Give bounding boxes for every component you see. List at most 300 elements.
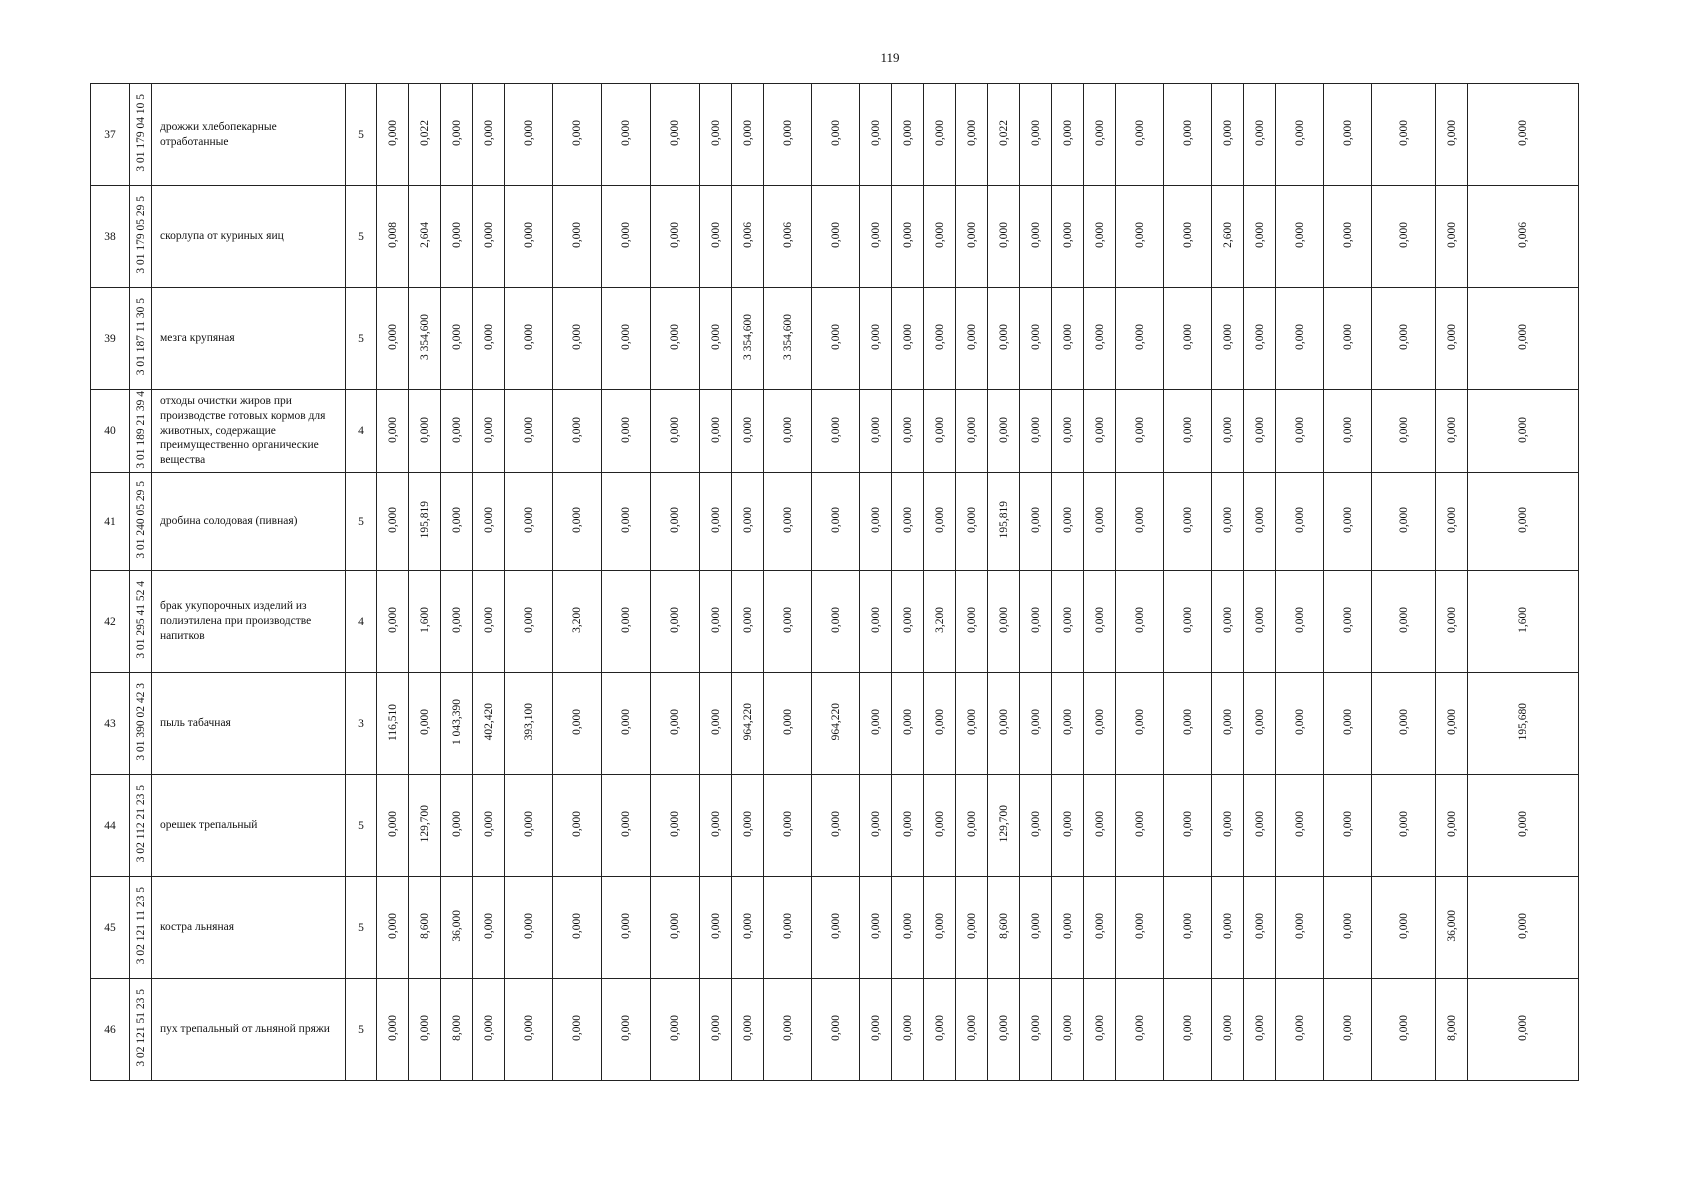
value-cell [377, 288, 409, 390]
value-text: 0,000 [1181, 709, 1194, 735]
value-text: 0,000 [829, 120, 842, 146]
value-cell [1084, 673, 1116, 775]
value-text: 0,000 [620, 324, 632, 350]
value-cell [651, 473, 700, 571]
value-text: 0,000 [482, 416, 495, 443]
waste-code-cell [130, 288, 152, 390]
value-text: 0,000 [1221, 913, 1234, 939]
value-text: 0,000 [386, 607, 399, 633]
value-text: 36,000 [450, 910, 463, 942]
value-text: 0,000 [620, 222, 632, 248]
value-cell [700, 186, 732, 288]
table-row [91, 84, 1579, 186]
value-text: 0,000 [450, 507, 463, 533]
value-cell [700, 673, 732, 775]
value-text: 0,000 [869, 416, 882, 443]
value-cell [553, 979, 602, 1081]
value-cell [1116, 775, 1164, 877]
value-cell [1020, 673, 1052, 775]
value-text: 393,100 [522, 703, 535, 741]
value-cell [473, 186, 505, 288]
value-text: 0,000 [1293, 709, 1306, 735]
value-cell [505, 979, 553, 1081]
value-text: 0,000 [1293, 1015, 1306, 1041]
value-text: 0,000 [933, 913, 946, 939]
value-text: 0,000 [1029, 913, 1042, 939]
value-cell [1052, 473, 1084, 571]
value-cell [409, 288, 441, 390]
value-cell [651, 877, 700, 979]
value-text: 0,000 [1293, 324, 1306, 350]
value-cell [956, 84, 988, 186]
value-cell [892, 673, 924, 775]
value-cell [473, 571, 505, 673]
value-cell [1212, 877, 1244, 979]
value-text: 0,000 [1181, 607, 1194, 633]
value-cell [473, 673, 505, 775]
value-text: 3 354,600 [741, 314, 754, 360]
value-cell [441, 571, 473, 673]
waste-code-cell [130, 571, 152, 673]
value-cell [505, 571, 553, 673]
value-cell [1324, 673, 1372, 775]
value-cell [1324, 473, 1372, 571]
value-text: 0,000 [1341, 607, 1354, 633]
row-number: 46 [91, 979, 130, 1081]
value-text: 0,000 [965, 507, 978, 533]
value-cell [924, 775, 956, 877]
value-text: 0,000 [781, 416, 794, 443]
value-cell [812, 84, 860, 186]
value-text: 0,000 [450, 811, 463, 837]
value-text: 0,000 [901, 120, 914, 146]
value-cell [1116, 84, 1164, 186]
value-cell [602, 673, 651, 775]
value-cell [1468, 775, 1579, 877]
value-cell [1052, 84, 1084, 186]
value-text: 0,000 [1221, 1015, 1234, 1041]
value-cell [505, 775, 553, 877]
value-cell [988, 288, 1020, 390]
value-text: 0,000 [709, 507, 722, 533]
value-text: 0,000 [997, 222, 1010, 248]
value-text: 0,000 [522, 811, 535, 837]
value-text: 2,604 [418, 222, 431, 248]
row-number: 40 [91, 390, 130, 473]
value-text: 0,000 [1253, 811, 1266, 837]
value-cell [377, 473, 409, 571]
value-cell [1372, 571, 1436, 673]
value-cell [924, 877, 956, 979]
value-cell [1372, 877, 1436, 979]
value-text: 0,000 [1221, 416, 1234, 443]
value-cell [441, 288, 473, 390]
value-cell [812, 473, 860, 571]
value-text: 0,000 [781, 607, 794, 633]
value-cell [1436, 473, 1468, 571]
value-text: 0,000 [709, 1015, 722, 1041]
value-cell [377, 186, 409, 288]
value-cell [956, 390, 988, 473]
value-text: 0,000 [901, 607, 914, 633]
value-text: 0,000 [1133, 913, 1146, 939]
value-text: 0,000 [901, 324, 914, 350]
value-text: 0,000 [1397, 507, 1410, 533]
value-cell [764, 673, 812, 775]
value-text: 0,000 [1061, 324, 1074, 350]
value-text: 0,000 [450, 324, 463, 350]
value-text: 0,000 [781, 1015, 794, 1041]
value-cell [441, 473, 473, 571]
value-cell [602, 979, 651, 1081]
value-cell [473, 390, 505, 473]
hazard-class: 5 [346, 775, 377, 877]
value-text: 0,000 [1253, 324, 1266, 350]
value-text: 0,000 [669, 709, 681, 735]
value-cell [377, 979, 409, 1081]
value-cell [812, 775, 860, 877]
value-cell [651, 288, 700, 390]
value-text: 0,000 [620, 709, 632, 735]
value-cell [764, 571, 812, 673]
value-text: 0,000 [829, 1015, 842, 1041]
value-text: 0,000 [1445, 811, 1458, 837]
value-cell [553, 473, 602, 571]
value-cell [1276, 288, 1324, 390]
value-text: 0,000 [418, 709, 431, 735]
value-cell [1324, 84, 1372, 186]
value-cell [1276, 390, 1324, 473]
value-text: 0,000 [571, 120, 583, 146]
waste-code-cell [130, 877, 152, 979]
value-text: 0,000 [482, 120, 495, 146]
value-cell [1436, 288, 1468, 390]
value-text: 0,000 [1341, 324, 1354, 350]
value-text: 0,000 [1341, 507, 1354, 533]
waste-code-cell [130, 473, 152, 571]
value-text: 0,000 [1133, 607, 1146, 633]
value-text: 0,000 [1061, 222, 1074, 248]
value-text: 0,000 [620, 811, 632, 837]
waste-code: 3 01 179 05 29 5 [134, 196, 147, 274]
table-row [91, 673, 1579, 775]
value-text: 0,000 [571, 1015, 583, 1041]
value-text: 0,000 [522, 222, 535, 248]
value-text: 0,000 [1133, 811, 1146, 837]
value-text: 8,000 [1445, 1015, 1458, 1041]
value-text: 0,000 [669, 1015, 681, 1041]
value-text: 0,000 [1093, 222, 1106, 248]
value-text: 0,000 [1029, 607, 1042, 633]
value-cell [732, 390, 764, 473]
value-text: 0,000 [1093, 811, 1106, 837]
value-text: 0,000 [1293, 507, 1306, 533]
value-cell [409, 673, 441, 775]
row-number: 42 [91, 571, 130, 673]
value-text: 36,000 [1445, 910, 1458, 942]
value-text: 0,000 [933, 811, 946, 837]
table-row [91, 288, 1579, 390]
value-text: 0,000 [522, 607, 535, 633]
value-cell [1324, 288, 1372, 390]
value-cell [924, 288, 956, 390]
value-cell [1212, 571, 1244, 673]
value-text: 0,000 [933, 222, 946, 248]
value-cell [860, 186, 892, 288]
value-text: 0,000 [1061, 1015, 1074, 1041]
value-cell [924, 473, 956, 571]
value-cell [473, 288, 505, 390]
value-cell [377, 84, 409, 186]
value-cell [602, 390, 651, 473]
value-cell [1020, 473, 1052, 571]
value-text: 0,000 [522, 416, 535, 443]
value-text: 0,000 [829, 811, 842, 837]
value-cell [1244, 979, 1276, 1081]
value-cell [651, 571, 700, 673]
waste-name: костра льняная [152, 877, 346, 979]
value-cell [764, 979, 812, 1081]
value-text: 0,000 [965, 120, 978, 146]
value-cell [1436, 673, 1468, 775]
value-cell [732, 84, 764, 186]
value-text: 129,700 [997, 805, 1010, 843]
value-cell [1052, 673, 1084, 775]
value-text: 0,000 [741, 1015, 754, 1041]
value-cell [505, 877, 553, 979]
value-text: 0,000 [482, 1015, 495, 1041]
value-text: 0,000 [620, 607, 632, 633]
value-cell [1276, 84, 1324, 186]
waste-code-cell [130, 84, 152, 186]
value-text: 0,000 [869, 222, 882, 248]
value-cell [1164, 877, 1212, 979]
value-cell [602, 877, 651, 979]
value-cell [377, 673, 409, 775]
value-cell [1276, 775, 1324, 877]
value-text: 3,200 [933, 607, 946, 633]
value-text: 0,000 [386, 324, 399, 350]
value-cell [505, 186, 553, 288]
value-cell [892, 390, 924, 473]
value-cell [1084, 775, 1116, 877]
value-cell [505, 473, 553, 571]
value-cell [651, 84, 700, 186]
value-text: 964,220 [741, 703, 754, 741]
value-text: 0,000 [1445, 416, 1458, 443]
value-cell [860, 571, 892, 673]
value-text: 0,000 [1221, 324, 1234, 350]
value-text: 0,000 [997, 416, 1010, 443]
value-text: 116,510 [386, 703, 399, 741]
value-text: 0,000 [1029, 709, 1042, 735]
value-cell [732, 877, 764, 979]
value-cell [764, 288, 812, 390]
value-cell [764, 877, 812, 979]
waste-table-body [91, 84, 1579, 1081]
value-text: 0,000 [1397, 222, 1410, 248]
value-text: 0,000 [669, 120, 681, 146]
value-text: 0,000 [1341, 709, 1354, 735]
value-cell [1052, 979, 1084, 1081]
value-text: 0,000 [1133, 222, 1146, 248]
value-cell [988, 84, 1020, 186]
value-cell [1276, 571, 1324, 673]
value-cell [764, 775, 812, 877]
value-text: 1 043,390 [450, 699, 463, 745]
hazard-class: 5 [346, 288, 377, 390]
value-text: 0,000 [1517, 507, 1529, 533]
value-text: 0,000 [386, 1015, 399, 1041]
value-cell [441, 775, 473, 877]
value-cell [377, 877, 409, 979]
table-row [91, 390, 1579, 473]
value-text: 1,600 [418, 607, 431, 633]
value-cell [1212, 979, 1244, 1081]
value-text: 0,000 [1181, 507, 1194, 533]
value-cell [1468, 673, 1579, 775]
value-cell [988, 775, 1020, 877]
value-text: 0,000 [1133, 324, 1146, 350]
value-text: 0,000 [571, 709, 583, 735]
value-cell [1020, 288, 1052, 390]
value-text: 0,000 [965, 1015, 978, 1041]
waste-name: пыль табачная [152, 673, 346, 775]
value-text: 0,000 [1029, 1015, 1042, 1041]
value-cell [1276, 673, 1324, 775]
value-cell [860, 979, 892, 1081]
value-text: 0,000 [450, 607, 463, 633]
value-cell [1020, 877, 1052, 979]
value-text: 0,000 [418, 1015, 431, 1041]
value-text: 0,000 [1093, 607, 1106, 633]
value-text: 0,000 [620, 507, 632, 533]
value-cell [553, 288, 602, 390]
value-text: 0,000 [933, 416, 946, 443]
value-cell [505, 288, 553, 390]
row-number: 43 [91, 673, 130, 775]
value-text: 0,000 [781, 811, 794, 837]
value-text: 0,000 [709, 324, 722, 350]
value-cell [764, 390, 812, 473]
value-text: 0,000 [1029, 324, 1042, 350]
value-text: 0,000 [620, 416, 632, 443]
value-text: 0,000 [709, 222, 722, 248]
value-cell [956, 186, 988, 288]
value-text: 0,000 [933, 507, 946, 533]
value-cell [1084, 473, 1116, 571]
value-text: 0,000 [571, 416, 583, 443]
value-text: 0,000 [1029, 222, 1042, 248]
waste-code: 3 01 179 04 10 5 [134, 94, 147, 172]
value-text: 0,000 [1253, 709, 1266, 735]
waste-code: 3 01 295 41 52 4 [134, 581, 147, 659]
value-text: 0,000 [1445, 709, 1458, 735]
value-cell [1436, 84, 1468, 186]
value-text: 0,000 [1293, 416, 1306, 443]
value-text: 0,000 [781, 507, 794, 533]
value-text: 0,000 [1253, 120, 1266, 146]
value-text: 0,000 [1061, 120, 1074, 146]
value-cell [553, 186, 602, 288]
value-cell [1164, 390, 1212, 473]
value-text: 0,000 [1397, 120, 1410, 146]
value-text: 0,000 [829, 416, 842, 443]
value-text: 0,000 [1093, 507, 1106, 533]
value-text: 0,000 [1517, 811, 1529, 837]
value-text: 0,000 [1181, 811, 1194, 837]
value-cell [892, 288, 924, 390]
value-cell [441, 186, 473, 288]
value-text: 0,000 [386, 507, 399, 533]
value-cell [1212, 84, 1244, 186]
value-cell [700, 473, 732, 571]
value-text: 0,000 [901, 1015, 914, 1041]
value-cell [473, 84, 505, 186]
value-cell [700, 84, 732, 186]
value-cell [1244, 877, 1276, 979]
value-text: 0,000 [522, 324, 535, 350]
value-text: 0,000 [869, 507, 882, 533]
value-cell [409, 775, 441, 877]
value-text: 0,000 [829, 222, 842, 248]
value-text: 0,000 [669, 913, 681, 939]
waste-code-cell [130, 979, 152, 1081]
value-text: 0,000 [965, 607, 978, 633]
value-cell [1164, 571, 1212, 673]
value-cell [1084, 979, 1116, 1081]
value-text: 0,000 [669, 416, 681, 443]
value-cell [1468, 571, 1579, 673]
value-cell [1212, 673, 1244, 775]
value-cell [1020, 775, 1052, 877]
value-cell [700, 775, 732, 877]
value-cell [1020, 84, 1052, 186]
waste-code: 3 01 187 11 30 5 [134, 298, 147, 376]
value-text: 0,000 [965, 709, 978, 735]
value-cell [988, 186, 1020, 288]
value-cell [956, 288, 988, 390]
value-cell [409, 186, 441, 288]
value-text: 0,000 [1093, 416, 1106, 443]
value-cell [812, 288, 860, 390]
value-text: 0,000 [1093, 324, 1106, 350]
waste-name: дрожжи хлебопекарные отработанные [152, 84, 346, 186]
value-text: 0,000 [709, 120, 722, 146]
value-cell [700, 877, 732, 979]
value-text: 402,420 [482, 703, 495, 741]
value-cell [553, 775, 602, 877]
value-text: 8,600 [418, 913, 431, 939]
value-cell [1212, 288, 1244, 390]
value-cell [1244, 775, 1276, 877]
value-cell [651, 390, 700, 473]
value-text: 0,000 [997, 607, 1010, 633]
value-cell [956, 473, 988, 571]
value-cell [764, 186, 812, 288]
value-cell [651, 186, 700, 288]
value-text: 0,000 [1253, 416, 1266, 443]
value-text: 0,000 [901, 709, 914, 735]
value-text: 0,000 [1181, 120, 1194, 146]
value-text: 0,000 [1445, 507, 1458, 533]
value-cell [1372, 473, 1436, 571]
value-cell [1244, 390, 1276, 473]
value-cell [1052, 390, 1084, 473]
value-cell [1212, 390, 1244, 473]
hazard-class: 5 [346, 877, 377, 979]
value-text: 0,000 [1029, 811, 1042, 837]
